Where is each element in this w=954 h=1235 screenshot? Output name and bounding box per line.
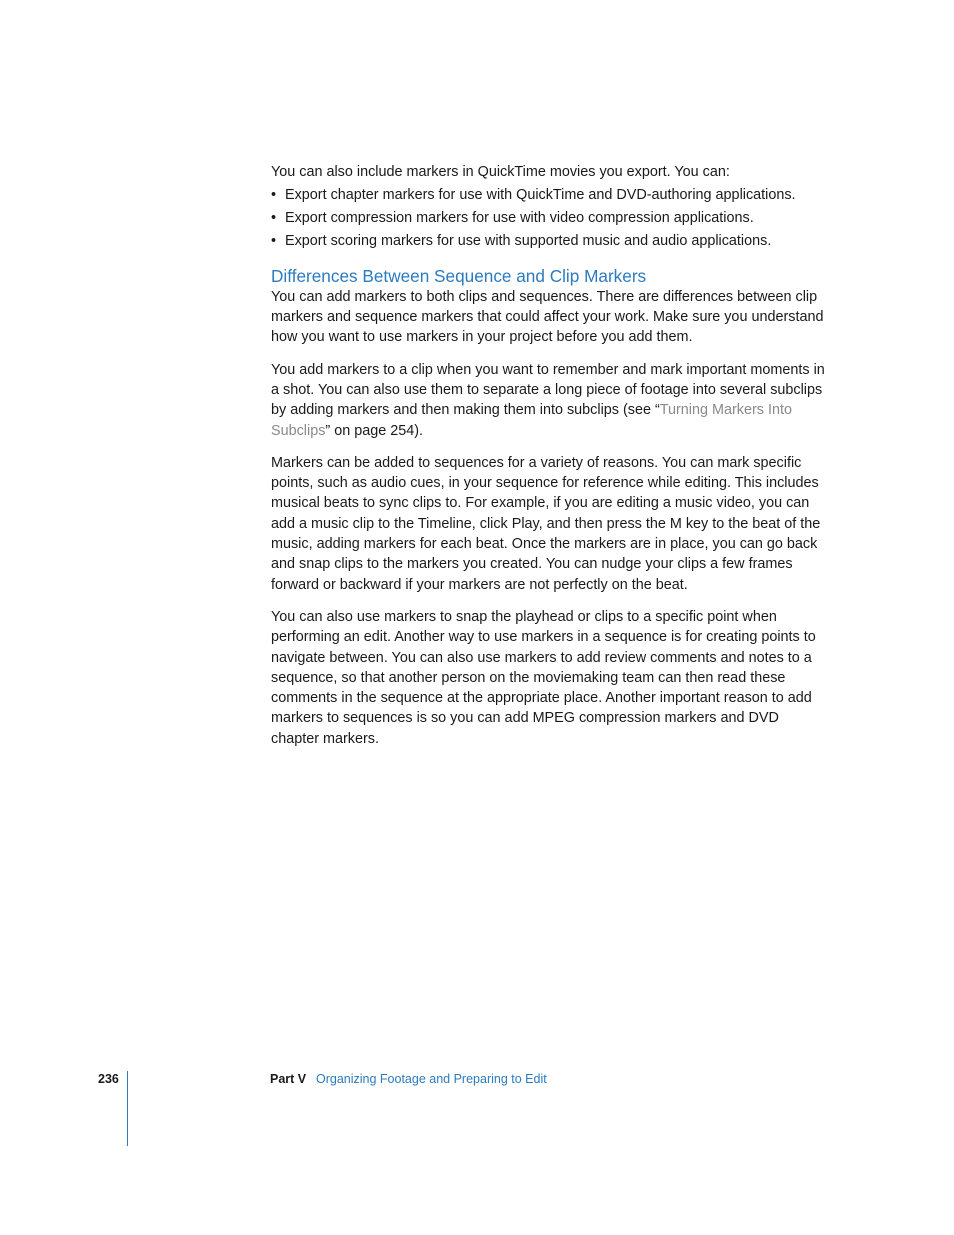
page-number: 236 xyxy=(98,1072,119,1086)
cross-reference-link[interactable]: Turning Markers Into Subclips xyxy=(271,402,792,439)
list-item xyxy=(271,185,827,205)
list-item-text: Export chapter markers for use with QuickTime and DVD-authoring applications. xyxy=(285,187,796,204)
page-content xyxy=(271,162,827,761)
body-paragraph-1: You can add markers to both clips and sequences. There are differences between clip markers and sequence markers that could affect your work. Make sure you understand how you want to use markers in your project before you add them. xyxy=(271,288,824,346)
footer-divider xyxy=(127,1071,128,1146)
paragraph-text: ” on page 254). xyxy=(325,422,424,439)
footer-part-label: Part V xyxy=(270,1072,307,1086)
intro-paragraph: You can also include markers in QuickTime movies you export. You can: xyxy=(271,164,730,180)
body-paragraph-4: You can also use markers to snap the playhead or clips to a specific point when performing an edit. Another way to use markers in a sequence is for creating points to navigate between. You can also use markers to add review comments and notes to a sequence, so that another person on the moviemaking team can then read these comments in the sequence at the appropriate place. Another important reason to add markers to sequences is so you can add MPEG compression markers and DVD chapter markers. xyxy=(271,608,816,747)
list-item xyxy=(271,231,827,251)
list-item-text: Export scoring markers for use with supported music and audio applications. xyxy=(285,233,772,250)
list-item xyxy=(271,208,827,228)
bullet-icon: • xyxy=(271,233,277,250)
bullet-icon: • xyxy=(271,187,277,204)
bullet-icon: • xyxy=(271,210,277,227)
section-heading: Differences Between Sequence and Clip Markers xyxy=(271,265,647,286)
footer-chapter-title: Organizing Footage and Preparing to Edit xyxy=(316,1072,547,1086)
body-paragraph-2 xyxy=(271,360,827,441)
body-paragraph-3: Markers can be added to sequences for a variety of reasons. You can mark specific points, such as audio cues, in your sequence for reference while editing. This includes musical beats to sync clips to. For example, if you are editing a music video, you can add a music clip to the Timeline, click Play, and then press the M key to the beat of the music, adding markers for each beat. Once the markers are in place, you can go back and snap clips to the markers you created. You can nudge your clips a few frames forward or backward if your markers are not perfectly on the beat. xyxy=(271,454,821,593)
export-marker-list xyxy=(271,185,827,251)
paragraph-text: You add markers to a clip when you want to remember and mark important moments in a shot. You can also use them to separate a long piece of footage into several subclips by adding markers and then making them into subclips (see “ xyxy=(271,361,825,419)
list-item-text: Export compression markers for use with video compression applications. xyxy=(285,210,754,227)
